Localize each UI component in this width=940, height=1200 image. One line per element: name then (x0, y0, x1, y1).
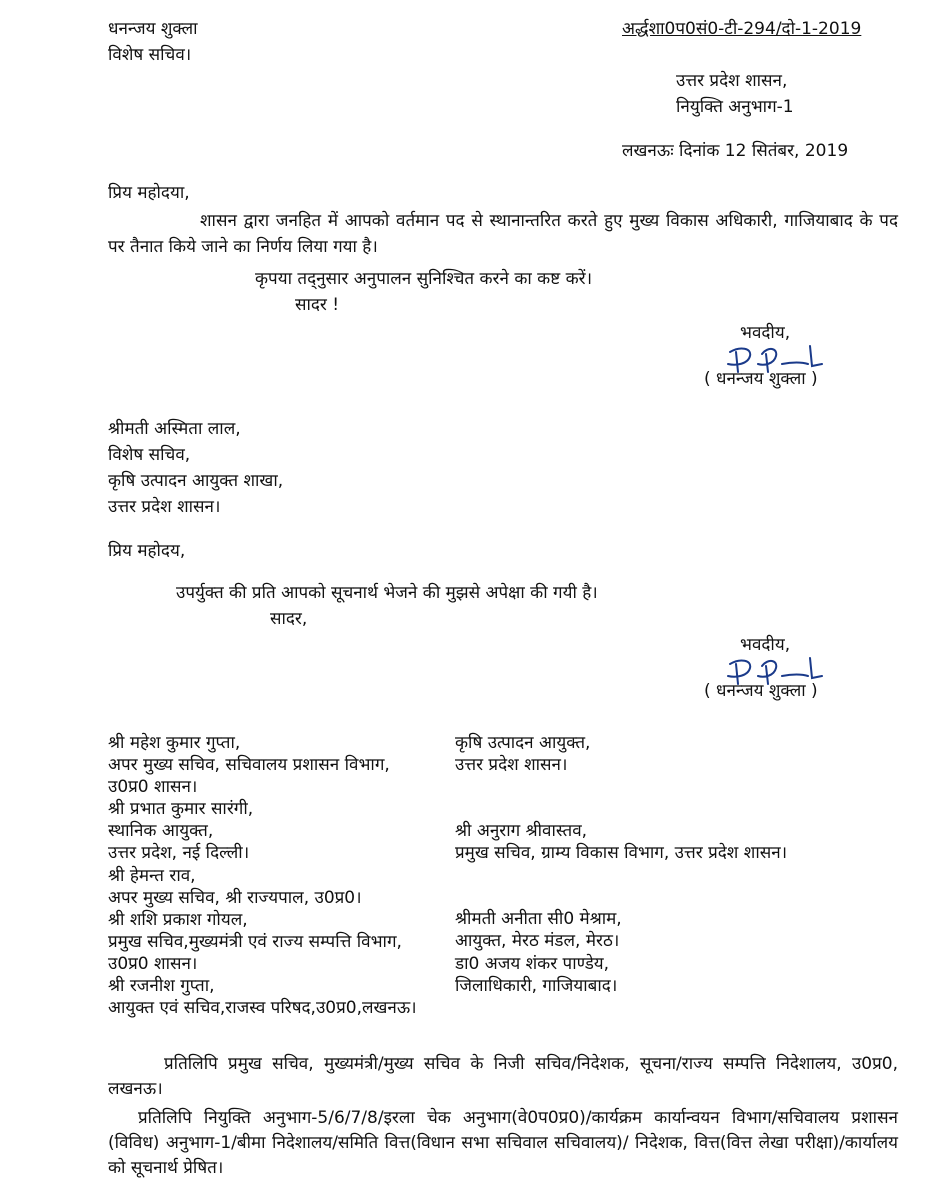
copy-line: अपर मुख्य सचिव, सचिवालय प्रशासन विभाग, (108, 755, 390, 776)
office-section: नियुक्ति अनुभाग-1 (676, 97, 794, 117)
copy-line: प्रमुख सचिव,मुख्यमंत्री एवं राज्य सम्पत्ति विभाग, (108, 931, 402, 952)
copy-line: श्री अनुराग श्रीवास्तव, (455, 821, 588, 842)
copy-line: श्री प्रभात कुमार सारंगी, (108, 799, 254, 820)
copy-line: उत्तर प्रदेश, नई दिल्ली। (108, 843, 250, 864)
copy-line: उ0प्र0 शासन। (108, 953, 198, 974)
reference-number: अर्द्धशा0प0सं0-टी-294/दो-1-2019 (622, 19, 862, 39)
copy-line: उ0प्र0 शासन। (108, 777, 198, 798)
letter-body: शासन द्वारा जनहित में आपको वर्तमान पद से स्थानान्तरित करते हुए मुख्य विकास अधिकारी, गाजियाबाद के पद पर तैनात किये जाने का निर्णय लिया गया है। (108, 211, 898, 257)
letter-salutation: प्रिय महोदया, (108, 183, 190, 203)
copy-list-right (455, 732, 787, 997)
copy-line: जिलाधिकारी, गाजियाबाद। (455, 975, 618, 996)
copy-line: श्री शशि प्रकाश गोयल, (108, 909, 248, 930)
copy-line: स्थानिक आयुक्त, (108, 821, 214, 842)
recipient-branch: कृषि उत्पादन आयुक्त शाखा, (108, 471, 284, 491)
date-line: लखनऊः दिनांक 12 सितंबर, 2019 (622, 141, 849, 161)
copy-line: डा0 अजय शंकर पाण्डेय, (455, 953, 610, 974)
recipient-name: श्रीमती अस्मिता लाल, (108, 419, 241, 439)
copy-line: आयुक्त, मेरठ मंडल, मेरठ। (455, 931, 620, 952)
copy-line: श्री महेश कुमार गुप्ता, (108, 733, 241, 753)
copy-line: अपर मुख्य सचिव, श्री राज्यपाल, उ0प्र0। (108, 887, 362, 908)
cover-sign-off: भवदीय, (740, 635, 791, 655)
cover-signatory: ( धनन्जय शुक्ला ) (704, 681, 818, 701)
sender-name: धनन्जय शुक्ला (108, 19, 198, 39)
letter-request: कृपया तद्नुसार अनुपालन सुनिश्चित करने का कष्ट करें। (255, 269, 593, 289)
cover-body: उपर्युक्त की प्रति आपको सूचनार्थ भेजने की मुझसे अपेक्षा की गयी है। (176, 583, 598, 603)
letter-sign-off: भवदीय, (740, 323, 791, 343)
cover-closing: सादर, (270, 609, 308, 629)
copy-line: कृषि उत्पादन आयुक्त, (455, 733, 591, 753)
recipient-designation: विशेष सचिव, (108, 445, 191, 465)
recipient-office: उत्तर प्रदेश शासन। (108, 497, 221, 517)
copy-line: श्री रजनीश गुप्ता, (108, 976, 215, 997)
sender-designation: विशेष सचिव। (108, 45, 192, 65)
office-name: उत्तर प्रदेश शासन, (676, 71, 788, 91)
copy-list-left (108, 732, 417, 1019)
copy-line: आयुक्त एवं सचिव,राजस्व परिषद,उ0प्र0,लखनऊ। (108, 998, 417, 1019)
letter-signatory: ( धनन्जय शुक्ला ) (704, 369, 818, 389)
copy-line: उत्तर प्रदेश शासन। (455, 755, 568, 776)
copy-note-2: प्रतिलिपि नियुक्ति अनुभाग-5/6/7/8/इरला चेक अनुभाग(वे0प0प्र0)/कार्यक्रम कार्यान्वयन विभाग/सचिवालय प्रशासन (विविध) अनुभाग-1/बीमा निदेशालय/समिति वित्त(विधान सभा सचिवाल सचिवालय)/ निदेशक, वित्त(वित्त लेखा परीक्षा)/कार्यालय को सूचनार्थ प्रेषित। (108, 1108, 898, 1178)
letter-closing: सादर ! (295, 295, 340, 315)
cover-salutation: प्रिय महोदय, (108, 541, 186, 561)
copy-note-1: प्रतिलिपि प्रमुख सचिव, मुख्यमंत्री/मुख्य सचिव के निजी सचिव/निदेशक, सूचना/राज्य सम्पत्ति निदेशालय, उ0प्र0, लखनऊ। (108, 1054, 898, 1099)
copy-line: श्री हेमन्त राव, (108, 865, 196, 886)
copy-line: प्रमुख सचिव, ग्राम्य विकास विभाग, उत्तर प्रदेश शासन। (455, 843, 788, 864)
copy-line: श्रीमती अनीता सी0 मेश्राम, (455, 909, 622, 930)
